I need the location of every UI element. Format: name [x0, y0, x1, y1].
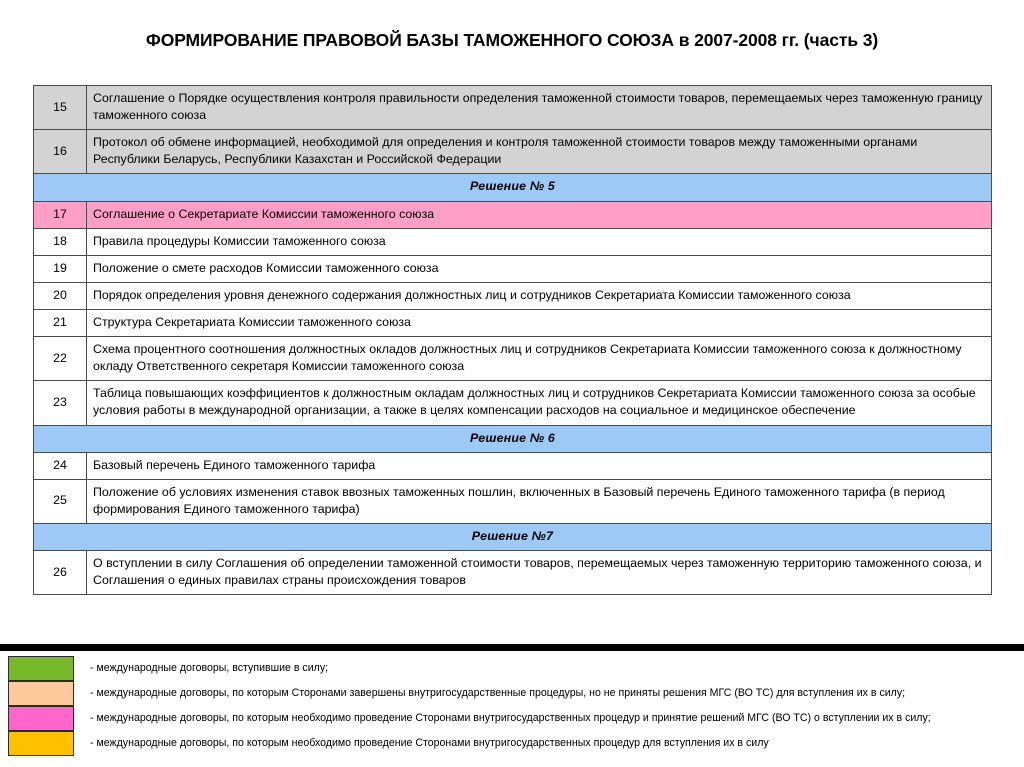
table-row	[34, 452, 992, 479]
row-document-title: Положение о смете расходов Комиссии таможенного союза	[87, 255, 992, 282]
legal-acts-table-wrapper	[33, 85, 992, 595]
table-section-header-row	[34, 523, 992, 550]
table-row	[34, 255, 992, 282]
row-number: 21	[34, 309, 87, 336]
section-header-label: Решение №7	[34, 523, 992, 550]
legend-item-label: - международные договоры, вступившие в силу;	[90, 662, 329, 675]
legend-color-swatch	[8, 731, 74, 756]
row-document-title: Таблица повышающих коэффициентов к должностным окладам должностных лиц и сотрудников Секретариата Комиссии таможенного союза за особые условия работы в международной организации, а также в целях компенсации расходов на социальное и медицинское обеспечение	[87, 381, 992, 425]
row-number: 19	[34, 255, 87, 282]
legend	[8, 656, 1018, 756]
section-header-label: Решение № 6	[34, 425, 992, 452]
legend-item	[8, 656, 1018, 681]
table-row	[34, 130, 992, 174]
table-section-header-row	[34, 174, 992, 201]
table-row	[34, 551, 992, 595]
row-document-title: Порядок определения уровня денежного содержания должностных лиц и сотрудников Секретариата Комиссии таможенного союза	[87, 282, 992, 309]
legend-item	[8, 731, 1018, 756]
table-row	[34, 228, 992, 255]
row-document-title: Схема процентного соотношения должностных окладов должностных лиц и сотрудников Секретариата Комиссии таможенного союза к должностному окладу Ответственного секретаря Комиссии таможенного союза	[87, 337, 992, 381]
table-row	[34, 479, 992, 523]
row-number: 24	[34, 452, 87, 479]
table-section-header-row	[34, 425, 992, 452]
row-document-title: Базовый перечень Единого таможенного тарифа	[87, 452, 992, 479]
table-row	[34, 86, 992, 130]
row-document-title: Соглашение о Порядке осуществления контроля правильности определения таможенной стоимости товаров, перемещаемых через таможенную границу таможенного союза	[87, 86, 992, 130]
table-row	[34, 381, 992, 425]
page-title: ФОРМИРОВАНИЕ ПРАВОВОЙ БАЗЫ ТАМОЖЕННОГО СОЮЗА в 2007-2008 гг. (часть 3)	[145, 30, 879, 50]
row-number: 23	[34, 381, 87, 425]
table-row	[34, 309, 992, 336]
row-number: 18	[34, 228, 87, 255]
row-number: 26	[34, 551, 87, 595]
legend-item	[8, 681, 1018, 706]
row-number: 15	[34, 86, 87, 130]
row-number: 17	[34, 201, 87, 228]
row-document-title: Протокол об обмене информацией, необходимой для определения и контроля таможенной стоимости товаров между таможенными органами Республики Беларусь, Республики Казахстан и Российской Федерации	[87, 130, 992, 174]
row-number: 25	[34, 479, 87, 523]
legend-item-label: - международные договоры, по которым Сторонами завершены внутригосударственные процедуры, но не приняты решения МГС (ВО ТС) для вступления их в силу;	[90, 687, 906, 700]
table-row	[34, 337, 992, 381]
legend-item	[8, 706, 1018, 731]
legend-color-swatch	[8, 681, 74, 706]
legal-acts-table	[33, 85, 992, 595]
row-number: 16	[34, 130, 87, 174]
section-header-label: Решение № 5	[34, 174, 992, 201]
row-number: 20	[34, 282, 87, 309]
legend-color-swatch	[8, 706, 74, 731]
legend-color-swatch	[8, 656, 74, 681]
legend-item-label: - международные договоры, по которым необходимо проведение Сторонами внутригосударственных процедур для вступления их в силу	[90, 737, 769, 750]
row-document-title: О вступлении в силу Соглашения об определении таможенной стоимости товаров, перемещаемых через таможенную территорию таможенного союза, и Соглашения о единых правилах страны происхождения товаров	[87, 551, 992, 595]
legend-item-label: - международные договоры, по которым необходимо проведение Сторонами внутригосударственных процедур и принятие решений МГС (ВО ТС) о вступлении их в силу;	[90, 712, 931, 725]
table-row	[34, 201, 992, 228]
row-document-title: Правила процедуры Комиссии таможенного союза	[87, 228, 992, 255]
section-divider	[0, 644, 1024, 651]
table-row	[34, 282, 992, 309]
row-document-title: Структура Секретариата Комиссии таможенного союза	[87, 309, 992, 336]
row-document-title: Положение об условиях изменения ставок ввозных таможенных пошлин, включенных в Базовый перечень Единого таможенного тарифа (в период формирования Единого таможенного тарифа)	[87, 479, 992, 523]
row-number: 22	[34, 337, 87, 381]
table-body	[34, 86, 992, 595]
row-document-title: Соглашение о Секретариате Комиссии таможенного союза	[87, 201, 992, 228]
